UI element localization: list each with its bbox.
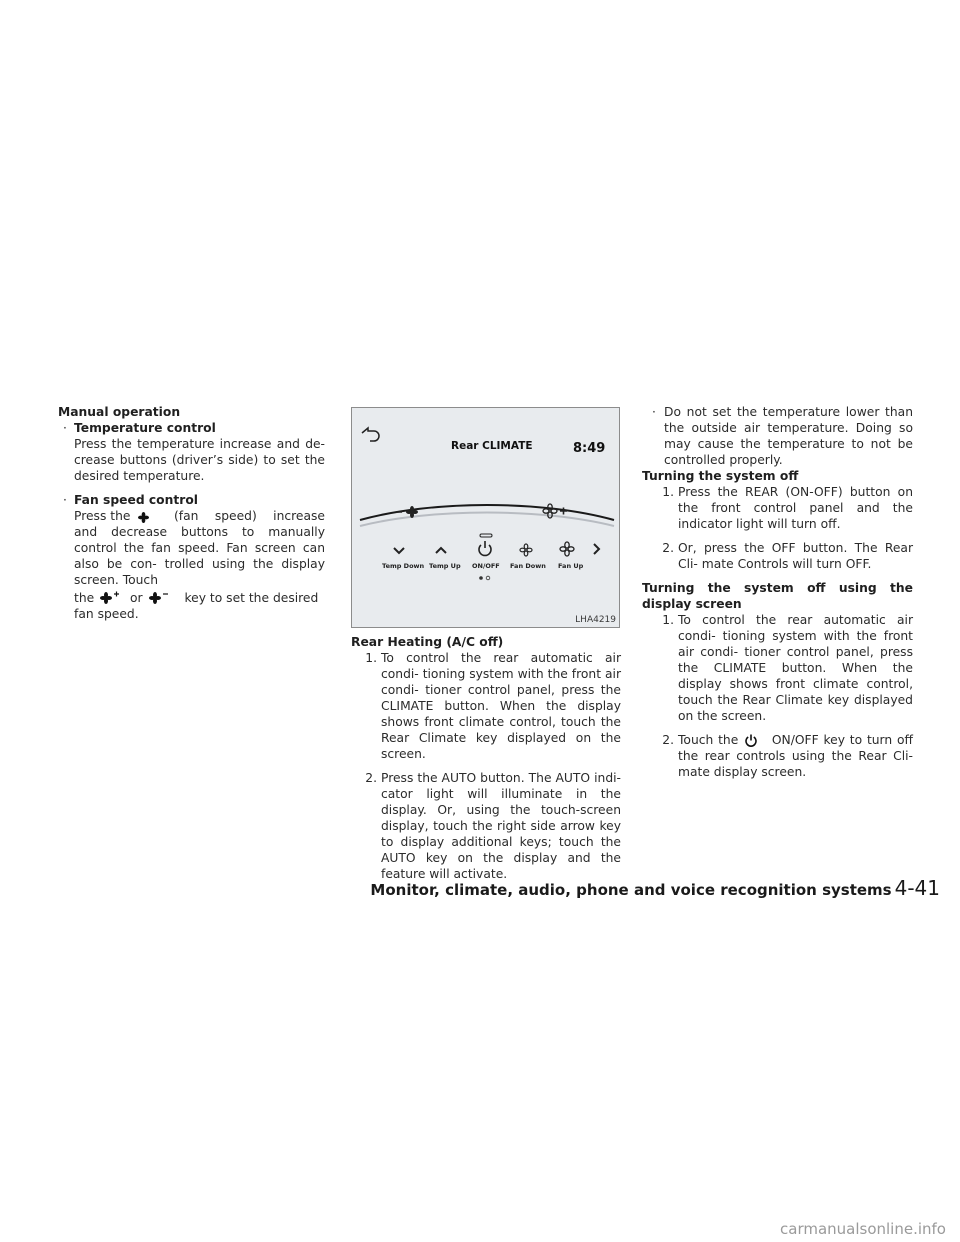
bullet-temperature-warning: · Do not set the temperature lower than the outside air temperature. Doing so may cause the temperature to not be controlled properly. (652, 405, 913, 467)
page-footer (370, 876, 940, 900)
fan-speed-keys-line: the or key to set the desired (74, 591, 319, 605)
fan-minus-icon (149, 591, 169, 605)
footer-section-title: Monitor, climate, audio, phone and voice recognition systems (370, 881, 892, 899)
fan-speed-end: fan speed. (74, 607, 139, 621)
rear-climate-figure (351, 407, 620, 628)
screen-button-label-temp-down: Temp Down (382, 562, 425, 570)
list-item: 1. Press the REAR (ON-OFF) button on the front control panel and the indicator light will turn off. (662, 485, 913, 531)
screen-button-label-on-off: ON/OFF (472, 562, 500, 570)
list-item: 1. To control the rear automatic air condi- tioning system with the front air condi- tioner control panel, press the CLIMATE button. When the display shows front climate control, touch the Rear Climate key displayed on the screen. (662, 613, 913, 723)
section-heading-turning-off: Turning the system off (642, 469, 799, 483)
watermark: carmanualsonline.info (780, 1220, 946, 1238)
bullet-title: Fan speed control (74, 493, 198, 507)
fan-plus-icon (100, 591, 120, 605)
screen-button-label-fan-down: Fan Down (510, 562, 546, 570)
bullet-text: Press the temperature increase and de- crease buttons (driver’s side) to set the desired temperature. (74, 437, 325, 483)
page-number: 4-41 (894, 876, 940, 900)
list-item: 2. Or, press the OFF button. The Rear Cli- mate Controls will turn OFF. (662, 541, 913, 571)
screen-button-label-temp-up: Temp Up (429, 562, 461, 570)
column-left (58, 404, 325, 622)
bullet-dot: · (63, 493, 67, 507)
power-icon (745, 734, 757, 747)
bullet-temperature-control (58, 420, 325, 484)
bullet-dot: · (652, 405, 656, 419)
bullet-dot: · (63, 421, 67, 435)
bullet-title: Temperature control (74, 421, 216, 435)
list-item: 2. Touch the ON/OFF key to turn off the rear controls using the Rear Cli- mate display screen. (662, 733, 913, 779)
fan-speed-line-1: Press the (74, 508, 325, 524)
figure-code: LHA4219 (575, 615, 616, 625)
list-item: 1. To control the rear automatic air condi- tioning system with the front air condi- tioner control panel, press the CLIMATE button. When the display shows front climate control, touch the Rear Climate key displayed on the screen. (365, 651, 621, 761)
column-right (642, 404, 913, 780)
section-heading-turning-off-display: Turning the system off using the display screen (642, 581, 913, 611)
section-heading-rear-heating: Rear Heating (A/C off) (351, 635, 504, 649)
screen-button-label-fan-up: Fan Up (558, 562, 584, 570)
screen-time: 8:49 (573, 441, 606, 456)
list-item: 2. Press the AUTO button. The AUTO indi- cator light will illuminate in the display. Or, using the touch-screen display, touch the right side arrow key to display additional keys; touch the AUTO key on the display and the feature will activate. (365, 771, 621, 881)
screen-title: Rear CLIMATE (451, 440, 533, 452)
column-middle (351, 634, 621, 882)
section-heading-manual-operation: Manual operation (58, 405, 181, 419)
fan-icon (138, 512, 149, 523)
bullet-fan-speed-control (58, 492, 325, 622)
fan-speed-text: (fan speed) increase and decrease buttons to manually control the fan speed. Fan screen can also be con- trolled using the display screen. Touch (74, 509, 325, 587)
